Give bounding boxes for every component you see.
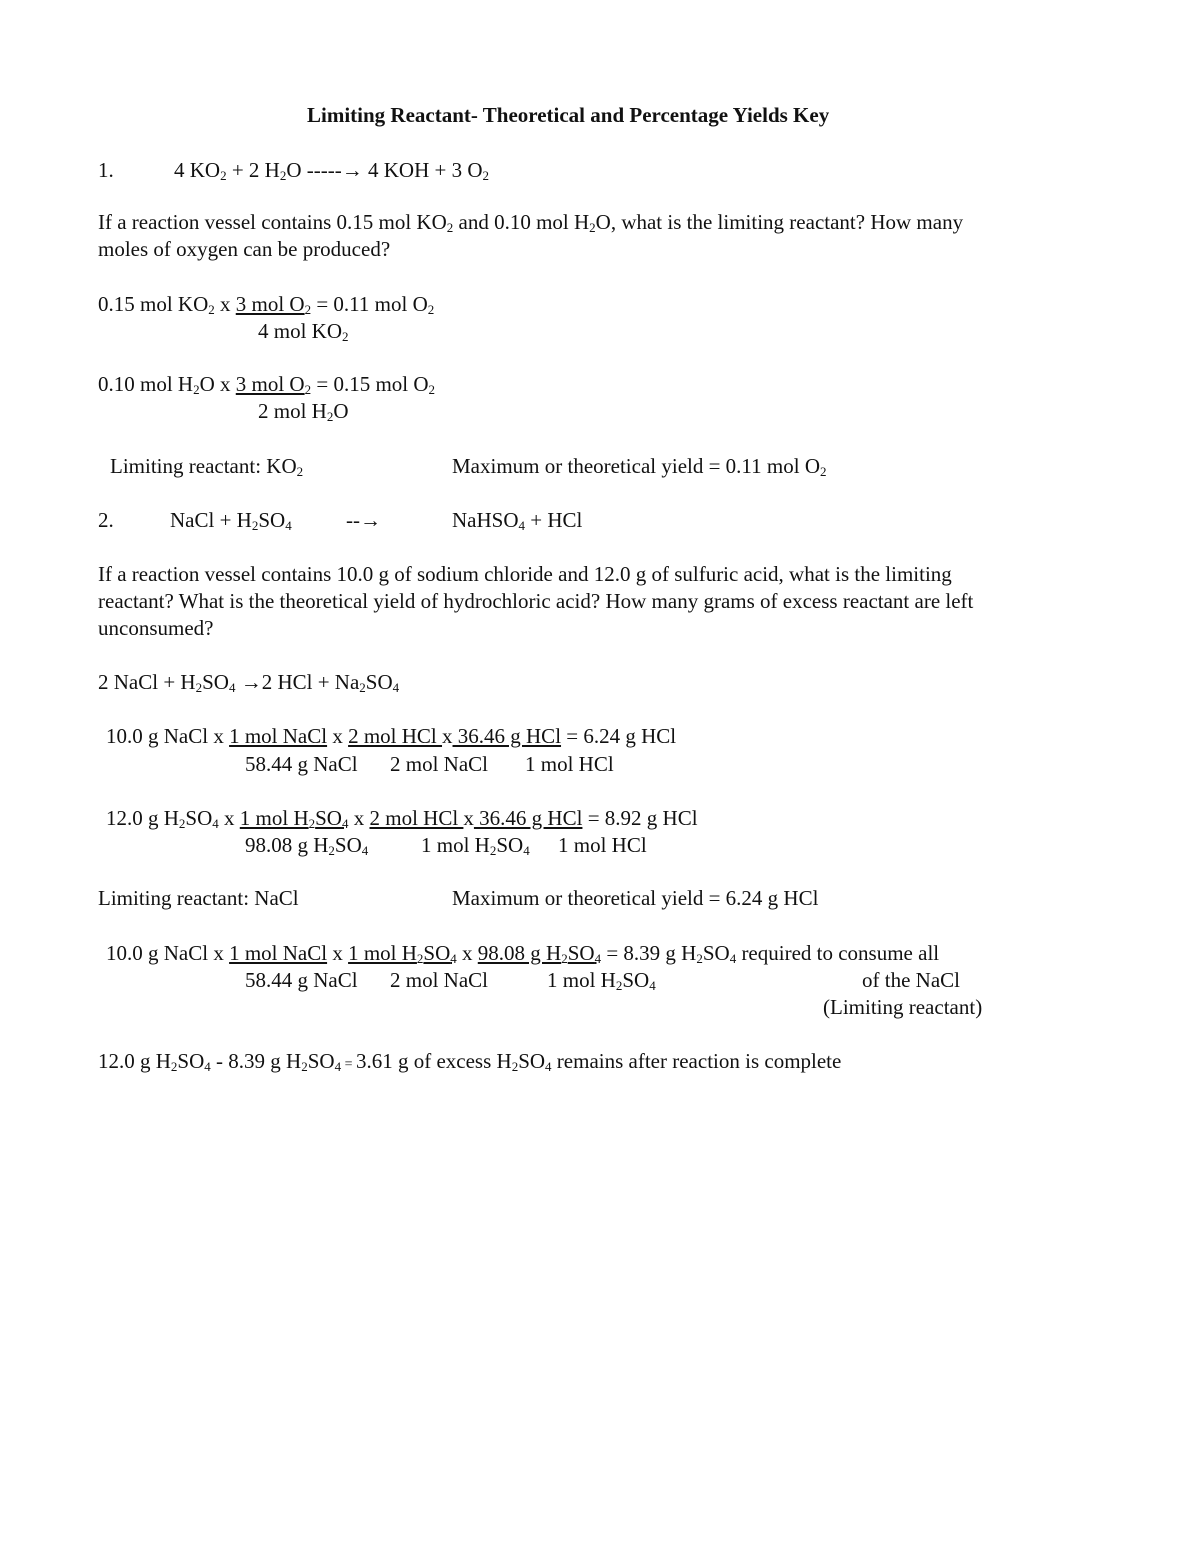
q2-theoretical-yield: Maximum or theoretical yield = 6.24 g HCl [452,886,819,910]
q2-equation-arrow: --→ [346,508,381,532]
q2-excess-result: 12.0 g $H_2SO_4 - 8.39$ g $H_2SO_4 = 3.61$ g of excess $H_2SO_4$ remains after reaction is complete [98,1049,842,1074]
q2-calc1-den3: 1 mol HCl [525,752,614,776]
page-title: Limiting Reactant- Theoretical and Percentage Yields Key [307,103,830,127]
q1-question-line1: If a reaction vessel contains 0.15 mol $KO_2$ and 0.10 mol $H_2O$, what is the limiting reactant? How many [98,210,964,235]
q2-question-line3: unconsumed? [98,616,214,640]
q2-number: 2. [98,508,114,532]
arrow-icon: → [240,670,262,694]
q2-limiting-reactant: Limiting reactant: NaCl [98,886,299,910]
q2-calc2-den2: 1 mol $H_2SO_4$ [421,833,530,858]
q2-calc3-numerator-line: 10.0 g NaCl x 1 mol NaCl x 1 mol $H_2SO_4$ x 98.08 g $H_2SO_4 = 8.39$ g $H_2SO_4$ required to consume all [106,941,940,966]
q2-calc1-numerator-line: 10.0 g NaCl x 1 mol NaCl x 2 mol HCl x 36.46 g HCl = 6.24 g HCl [106,724,677,748]
q2-calc3-den3: 1 mol $H_2SO_4$ [547,968,656,993]
q2-calc3-den2: 2 mol NaCl [390,968,488,992]
q1-number: 1. [98,158,114,182]
q2-calc1-den2: 2 mol NaCl [390,752,488,776]
q1-calc1-numerator-line: 0.15 mol $KO_2$ x 3 mol $O_2 = 0.11$ mol $O_2$ [98,292,435,317]
q2-calc2-numerator-line: 12.0 g $H_2SO_4$ x 1 mol $H_2SO_4$ x 2 mol HCl x 36.46 g HCl = 8.92 g HCl [106,806,698,831]
q2-calc3-note2: (Limiting reactant) [823,995,983,1019]
q2-equation-right: NaHSO$_4$ + HCl [452,508,583,533]
q1-calc2-numerator-line: 0.10 mol $H_2O$ x 3 mol $O_2 = 0.15$ mol $O_2$ [98,372,436,397]
q2-question-line1: If a reaction vessel contains 10.0 g of sodium chloride and 12.0 g of sulfuric acid, what is the limiting [98,562,952,586]
q2-calc3-den1: 58.44 g NaCl [245,968,358,992]
q2-calc2-den3: 1 mol HCl [558,833,647,857]
q2-calc3-note1: of the NaCl [862,968,960,992]
arrow-icon: → [360,508,381,532]
q1-calc2-denominator: 2 mol $H_2O$ [258,399,349,424]
q2-calc1-den1: 58.44 g NaCl [245,752,358,776]
q1-calc1-denominator: 4 mol $KO_2$ [258,319,349,344]
q2-calc2-den1: 98.08 g $H_2SO_4$ [245,833,369,858]
q1-theoretical-yield: Maximum or theoretical yield = 0.11 mol $O_2$ [452,454,827,479]
q2-question-line2: reactant? What is the theoretical yield of hydrochloric acid? How many grams of excess reactant are left [98,589,974,613]
q1-limiting-reactant: Limiting reactant: $KO_2$ [110,454,304,479]
arrow-icon: → [341,158,363,182]
q2-equation-left: NaCl + $H_2SO_4$ [170,508,292,533]
q2-balanced-equation: 2 NaCl + $H_2SO_4 \to 2$ HCl + $Na_2SO_4$ [98,670,400,695]
q1-equation: 4 $KO_2 + 2$ $H_2O$ -----→ 4 KOH + 3 $O_2$ [174,158,490,183]
q1-question-line2: moles of oxygen can be produced? [98,237,391,261]
